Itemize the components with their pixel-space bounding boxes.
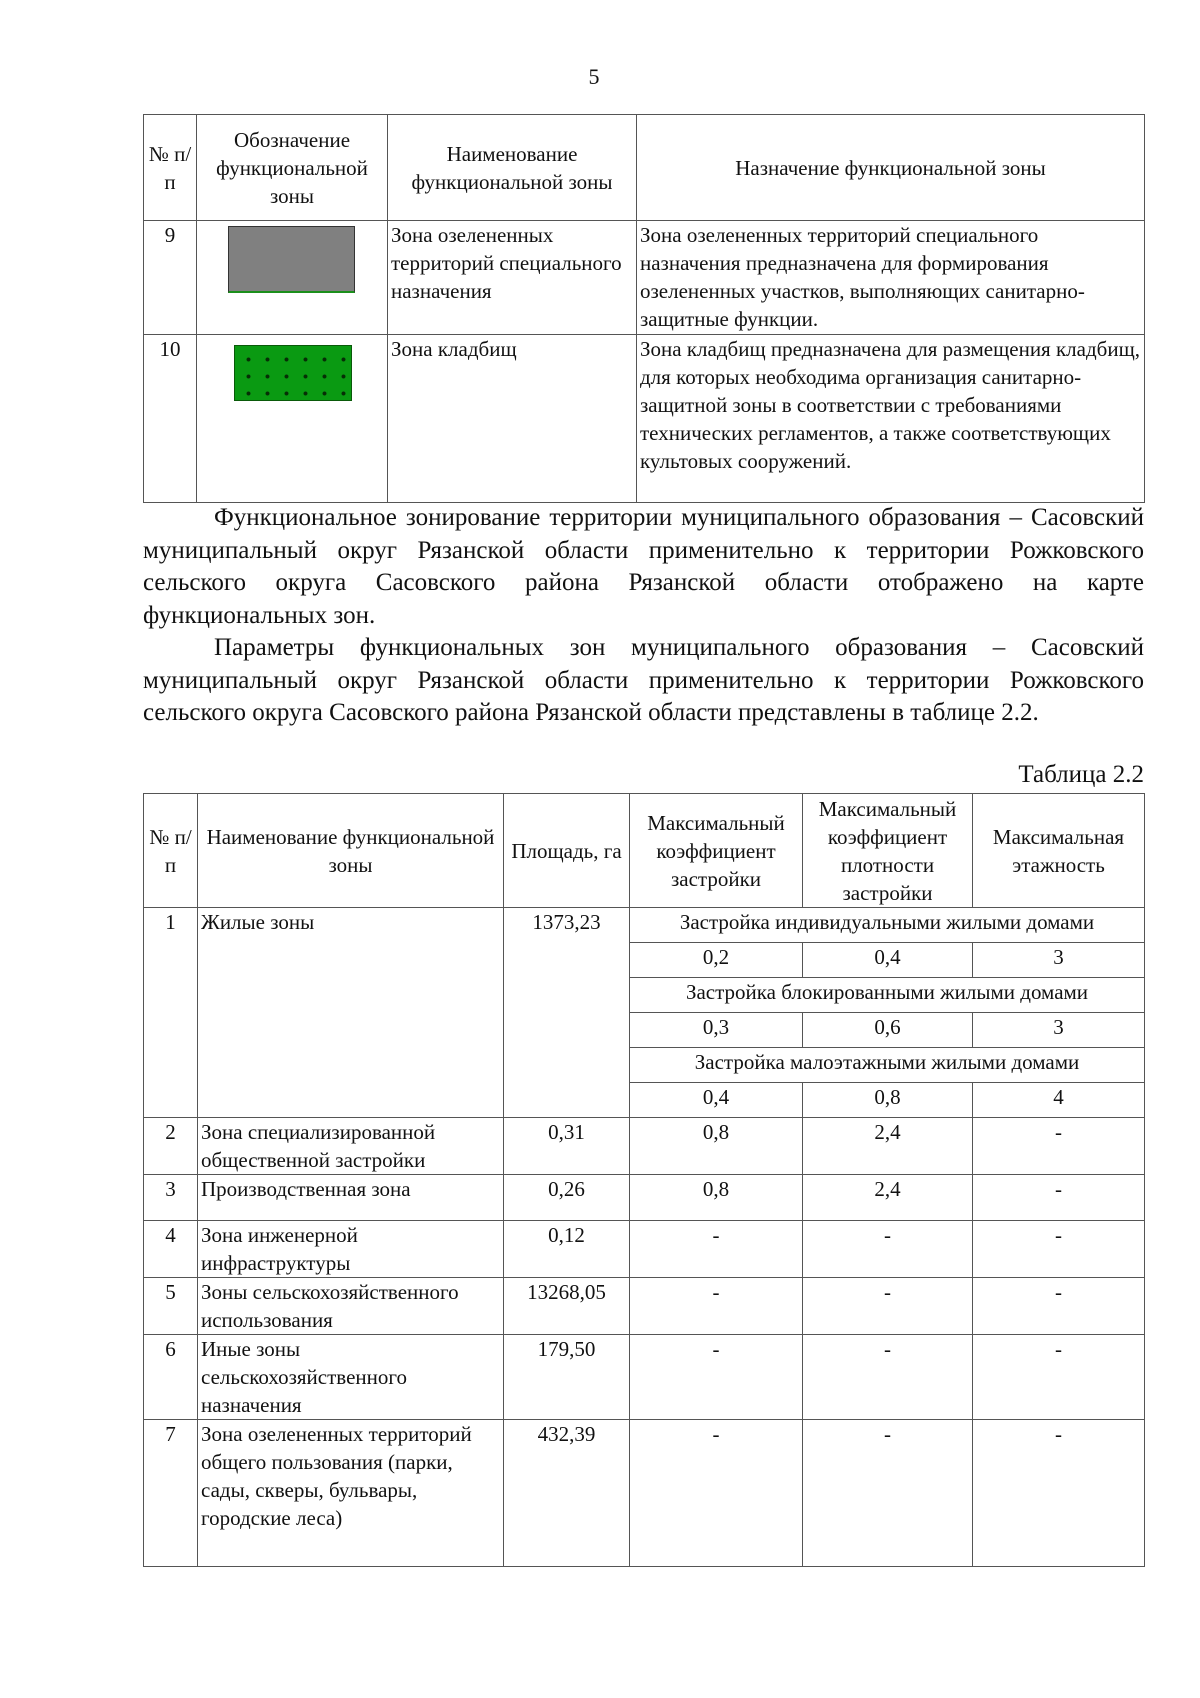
zone-name: Жилые зоны (198, 908, 504, 1118)
max-build-coef: - (630, 1221, 803, 1278)
max-density-coef: 0,8 (803, 1083, 973, 1118)
subgroup-title: Застройка малоэтажными жилыми домами (630, 1048, 1145, 1083)
max-density-coef: - (803, 1420, 973, 1567)
zone-name: Производственная зона (198, 1175, 504, 1221)
max-density-coef: 2,4 (803, 1175, 973, 1221)
zone-name: Зона специализированной общественной застройки (198, 1118, 504, 1175)
max-build-coef: 0,2 (630, 943, 803, 978)
max-density-coef: - (803, 1335, 973, 1420)
row-num: 5 (144, 1278, 198, 1335)
zone-name: Иные зоны сельскохозяйственного назначения (198, 1335, 504, 1420)
table-row (144, 1420, 1145, 1567)
table-row (144, 1118, 1145, 1175)
paragraph-1: Функциональное зонирование территории муниципального образования – Сасовский муниципальный округ Рязанской области применительно к территории Рожковского сельского округа Сасовского района Рязанской области отображено на карте функциональных зон. (143, 504, 1144, 629)
zone-area: 1373,23 (504, 908, 630, 1118)
page-number: 5 (588, 64, 600, 89)
table-header-row (144, 115, 1145, 221)
max-build-coef: - (630, 1335, 803, 1420)
row-num: 2 (144, 1118, 198, 1175)
cemetery-zone-swatch-icon (234, 345, 352, 401)
zoning-paragraph (143, 502, 1144, 632)
max-floors: - (973, 1278, 1145, 1335)
max-density-coef: 0,6 (803, 1013, 973, 1048)
table-caption: Таблица 2.2 (1018, 761, 1144, 788)
max-build-coef: - (630, 1278, 803, 1335)
zone-area: 0,26 (504, 1175, 630, 1221)
max-build-coef: 0,8 (630, 1175, 803, 1221)
row-num: 6 (144, 1335, 198, 1420)
max-build-coef: - (630, 1420, 803, 1567)
max-floors: - (973, 1335, 1145, 1420)
max-build-coef: 0,4 (630, 1083, 803, 1118)
parameters-paragraph (143, 632, 1144, 730)
zone-purpose: Зона кладбищ предназначена для размещения кладбищ, для которых необходима организация санитарно-защитной зоны в соответствии с требованиями технических регламентов, а также соответствующих культовых сооружений. (637, 335, 1145, 503)
table-row (144, 908, 1145, 943)
max-floors: - (973, 1175, 1145, 1221)
zone-parameters-table (143, 793, 1145, 1567)
table-row (144, 1175, 1145, 1221)
zone-name: Зона инженерной инфраструктуры (198, 1221, 504, 1278)
zone-area: 179,50 (504, 1335, 630, 1420)
max-floors: - (973, 1118, 1145, 1175)
table-row (144, 221, 1145, 335)
zone-name: Зона кладбищ (388, 335, 637, 503)
zone-area: 0,31 (504, 1118, 630, 1175)
max-density-coef: - (803, 1278, 973, 1335)
table-header-row (144, 794, 1145, 908)
zone-name: Зона озелененных территорий общего пользования (парки, сады, скверы, бульвары, городские леса) (198, 1420, 504, 1567)
row-num: 9 (144, 221, 197, 335)
table-row (144, 335, 1145, 503)
zone-area: 432,39 (504, 1420, 630, 1567)
swatch-cell (197, 335, 388, 503)
max-floors: - (973, 1221, 1145, 1278)
max-build-coef: 0,3 (630, 1013, 803, 1048)
row-num: 4 (144, 1221, 198, 1278)
table-row (144, 1278, 1145, 1335)
header-name: Наименование функциональной зоны (388, 115, 637, 221)
header-purpose: Назначение функциональной зоны (637, 115, 1145, 221)
row-num: 3 (144, 1175, 198, 1221)
header-max-floors: Максимальная этажность (973, 794, 1145, 908)
max-floors: - (973, 1420, 1145, 1567)
subgroup-title: Застройка блокированными жилыми домами (630, 978, 1145, 1013)
zone-name: Зоны сельскохозяйственного использования (198, 1278, 504, 1335)
zone-area: 13268,05 (504, 1278, 630, 1335)
max-floors: 3 (973, 1013, 1145, 1048)
subgroup-title: Застройка индивидуальными жилыми домами (630, 908, 1145, 943)
max-floors: 4 (973, 1083, 1145, 1118)
zone-purpose: Зона озелененных территорий специального назначения предназначена для формирования озелененных участков, выполняющих санитарно-защитные функции. (637, 221, 1145, 335)
header-max-density-coef: Максимальный коэффициент плотности застройки (803, 794, 973, 908)
max-density-coef: 2,4 (803, 1118, 973, 1175)
header-num: № п/п (144, 115, 197, 221)
table-row (144, 1221, 1145, 1278)
row-num: 10 (144, 335, 197, 503)
max-density-coef: 0,4 (803, 943, 973, 978)
swatch-cell (197, 221, 388, 335)
header-area: Площадь, га (504, 794, 630, 908)
zone-legend-table (143, 114, 1145, 503)
table-row (144, 1335, 1145, 1420)
gray-zone-swatch-icon (228, 226, 355, 293)
paragraph-2: Параметры функциональных зон муниципального образования – Сасовский муниципальный округ Рязанской области применительно к территории Рожковского сельского округа Сасовского района Рязанской области представлены в таблице 2.2. (143, 634, 1144, 726)
header-max-build-coef: Максимальный коэффициент застройки (630, 794, 803, 908)
max-build-coef: 0,8 (630, 1118, 803, 1175)
zone-area: 0,12 (504, 1221, 630, 1278)
max-floors: 3 (973, 943, 1145, 978)
max-density-coef: - (803, 1221, 973, 1278)
zone-name: Зона озелененных территорий специального назначения (388, 221, 637, 335)
header-num: № п/п (144, 794, 198, 908)
header-zone-name: Наименование функциональной зоны (198, 794, 504, 908)
row-num: 7 (144, 1420, 198, 1567)
row-num: 1 (144, 908, 198, 1118)
header-designation: Обозначение функциональной зоны (197, 115, 388, 221)
